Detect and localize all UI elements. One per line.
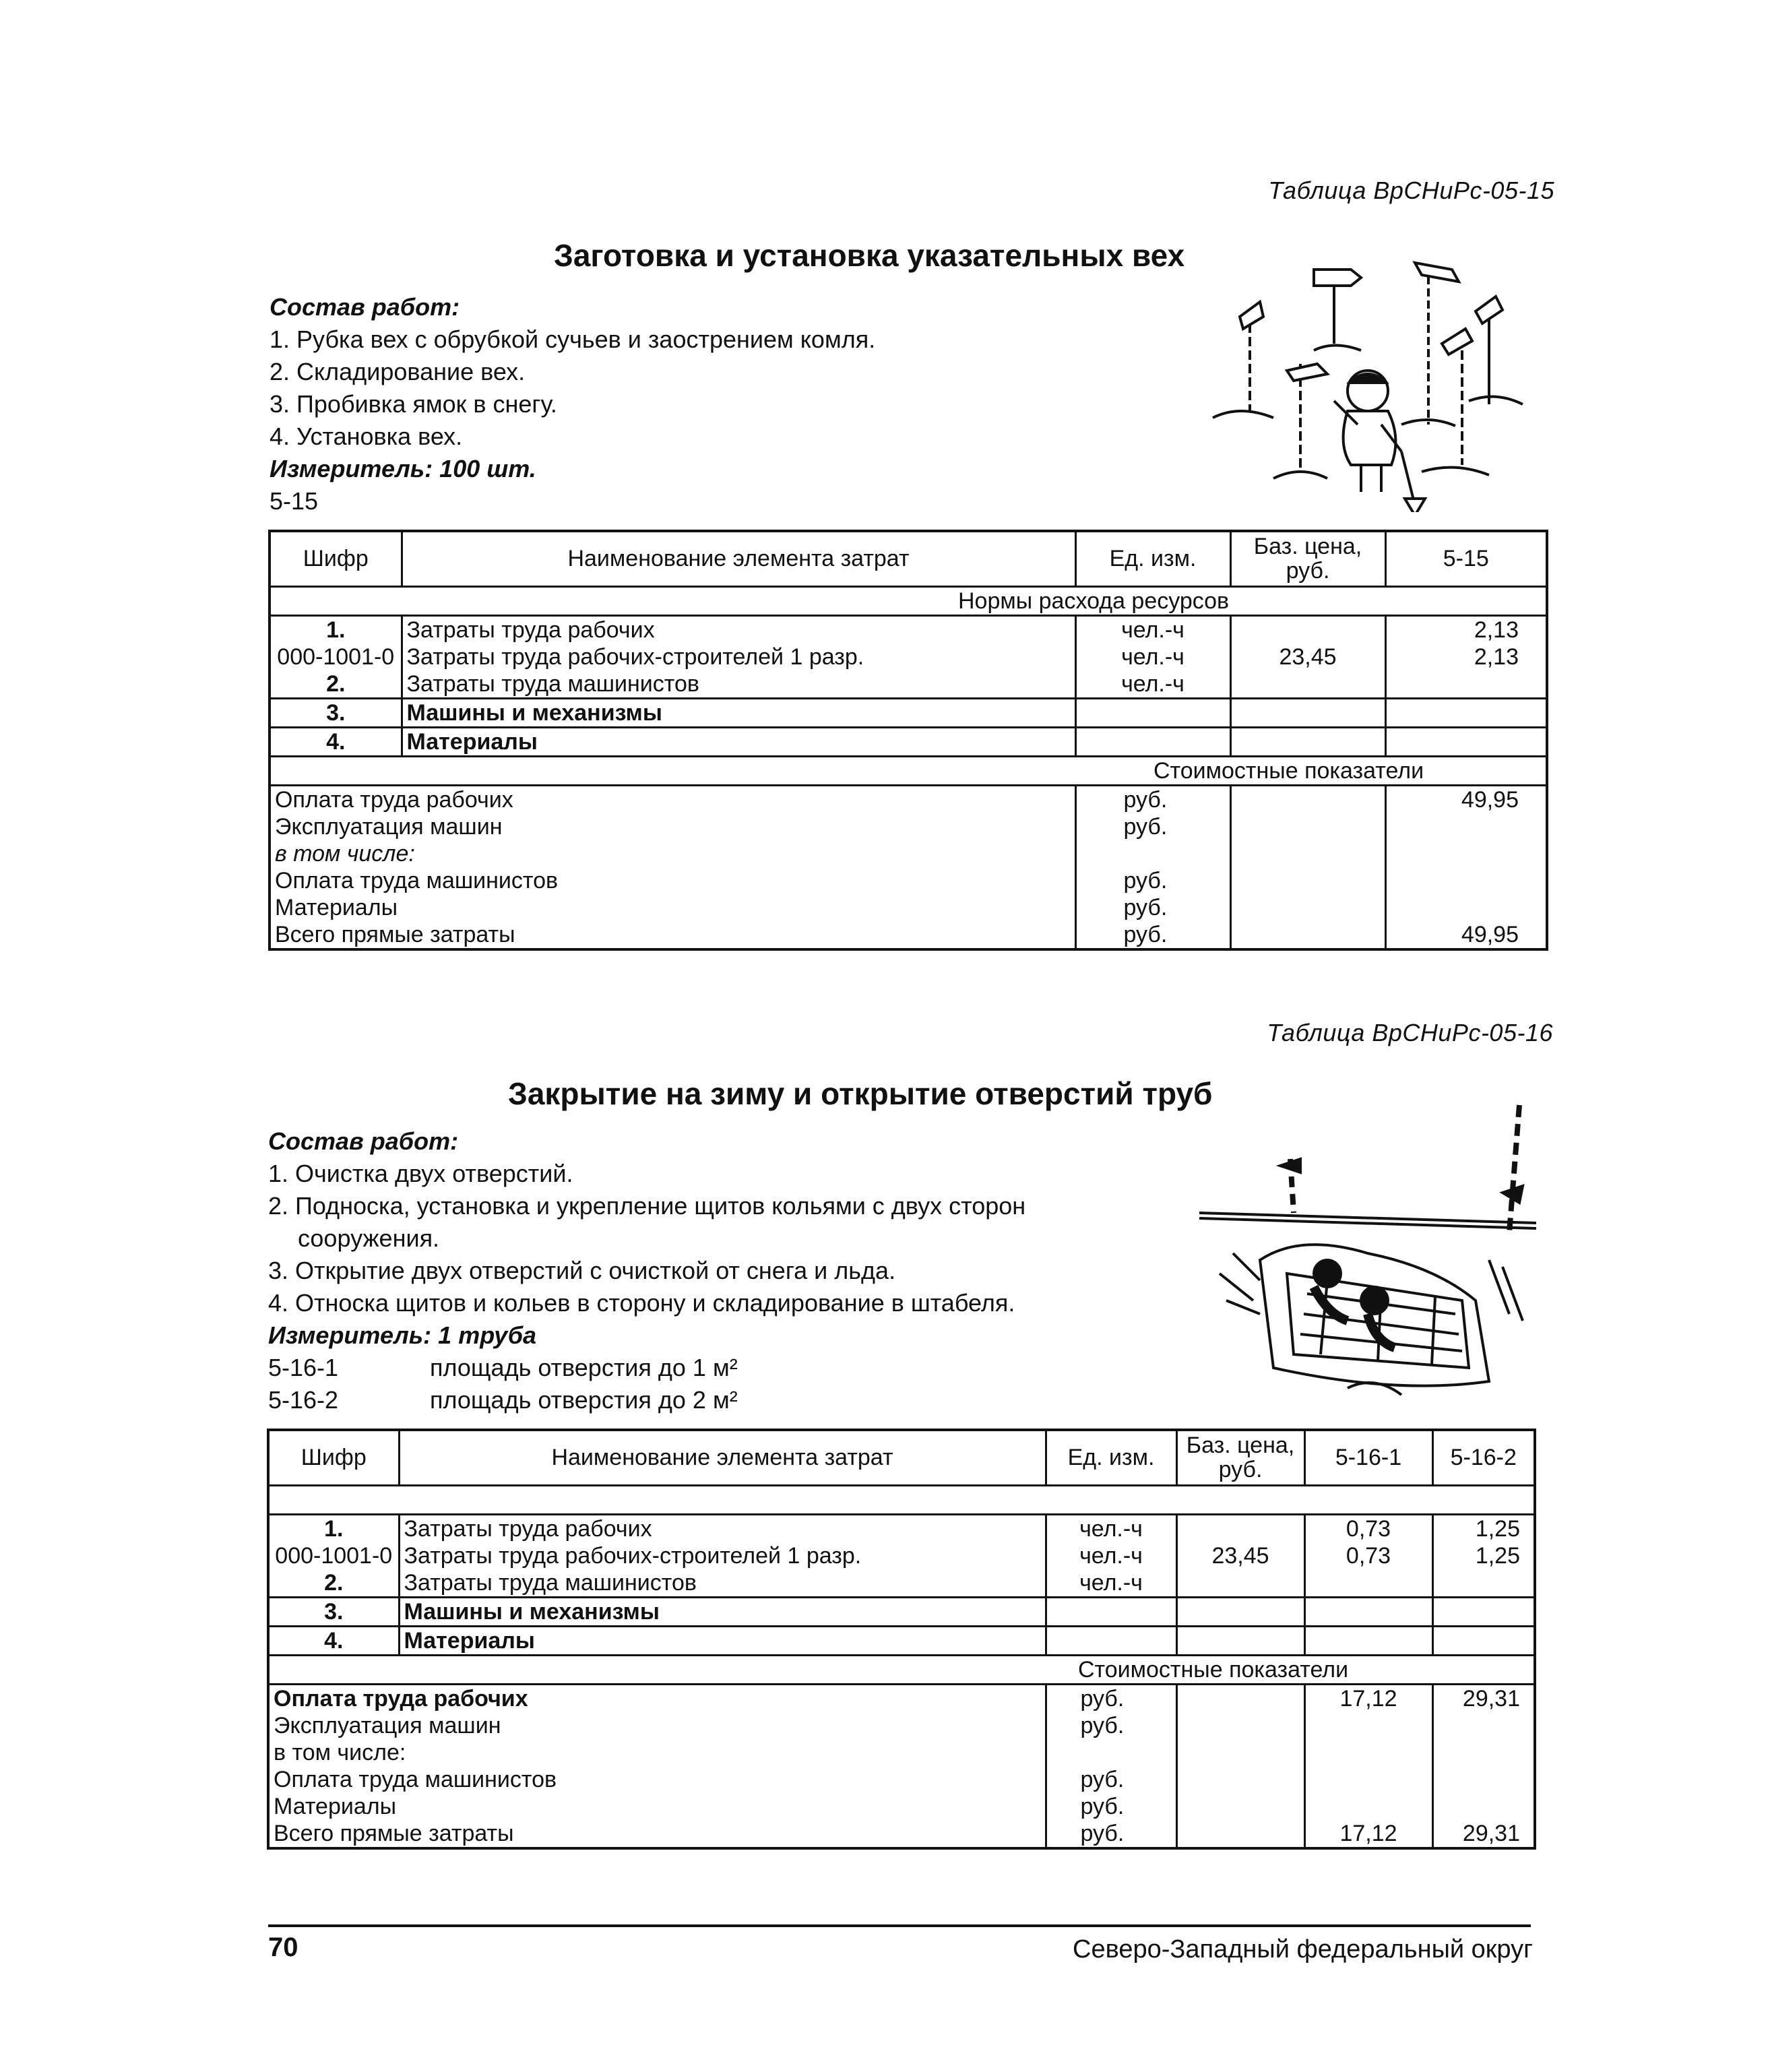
- row-value-1: 0,73: [1304, 1542, 1432, 1569]
- cost-price: [1176, 1766, 1304, 1793]
- header-col-5-16-1: 5-16-1: [1304, 1430, 1432, 1485]
- row-price: [1230, 698, 1385, 727]
- table-caption-05-15: Таблица ВрСНиРс-05-15: [1268, 177, 1554, 204]
- header-base-price: Баз. цена, руб.: [1176, 1430, 1304, 1485]
- cost-price: [1230, 813, 1385, 840]
- cost-section-label: Стоимостные показатели: [268, 1655, 1535, 1684]
- header-base-price: Баз. цена, руб.: [1230, 531, 1385, 586]
- row-value-2: 1,25: [1475, 1542, 1520, 1569]
- row-code: 3.: [268, 1597, 399, 1626]
- cost-name: Эксплуатация машин: [268, 1712, 1046, 1739]
- marker-poles-illustration: [1199, 249, 1550, 512]
- cost-unit: руб.: [1046, 1684, 1176, 1712]
- page-number: 70: [268, 1933, 298, 1962]
- cost-row: [270, 894, 1547, 921]
- cost-price: [1230, 785, 1385, 813]
- cost-section-row: [268, 1655, 1535, 1684]
- measure-line: [268, 1384, 1025, 1416]
- table-row: [268, 1569, 1535, 1598]
- cost-unit: руб.: [1075, 894, 1230, 921]
- norms-section-label: Нормы расхода ресурсов: [270, 586, 1547, 615]
- cost-section-row: [270, 756, 1547, 785]
- spacer-row: [268, 1485, 1535, 1514]
- work-item: 4. Относка щитов и кольев в сторону и складирование в штабеля.: [268, 1289, 1015, 1317]
- row-price: [1176, 1514, 1304, 1542]
- row-code: 2.: [268, 1569, 399, 1598]
- work-composition-heading: Состав работ:: [268, 1127, 459, 1155]
- cost-value-2: 29,31: [1462, 1685, 1520, 1712]
- cost-row: [268, 1820, 1535, 1848]
- cost-name: Материалы: [270, 894, 1075, 921]
- cost-section-label: Стоимостные показатели: [270, 756, 1547, 785]
- cost-price: [1176, 1793, 1304, 1820]
- cost-name: Оплата труда машинистов: [268, 1766, 1046, 1793]
- row-code: 000-1001-0: [268, 1542, 399, 1569]
- cost-unit: руб.: [1046, 1766, 1176, 1793]
- code-line: 5-15: [270, 487, 319, 515]
- cost-price: [1176, 1684, 1304, 1712]
- cost-name: Эксплуатация машин: [270, 813, 1075, 840]
- pipe-opening-illustration: [1193, 1098, 1543, 1415]
- cost-price: [1176, 1739, 1304, 1766]
- cost-price: [1230, 921, 1385, 949]
- row-price: [1176, 1597, 1304, 1626]
- row-unit: [1046, 1626, 1176, 1655]
- row-code: 3.: [270, 698, 402, 727]
- cost-value-1: [1304, 1712, 1432, 1739]
- cost-value: 49,95: [1461, 786, 1519, 813]
- row-name: Машины и механизмы: [399, 1597, 1046, 1626]
- header-code: Шифр: [268, 1430, 399, 1485]
- spacer-cell: [268, 1485, 1535, 1514]
- cost-price: [1176, 1820, 1304, 1848]
- header-code: Шифр: [270, 531, 402, 586]
- row-unit: чел.-ч: [1075, 670, 1230, 699]
- row-unit: [1046, 1597, 1176, 1626]
- row-name: Затраты труда рабочих: [402, 615, 1075, 643]
- row-value-2: [1432, 1569, 1535, 1598]
- cost-value-2: [1432, 1739, 1535, 1766]
- footer-region: Северо-Западный федеральный округ: [1073, 1935, 1533, 1964]
- measure-code: 5-16-2: [268, 1386, 339, 1414]
- row-unit: чел.-ч: [1075, 643, 1230, 670]
- cost-name: Оплата труда машинистов: [270, 867, 1075, 894]
- table-row: [268, 1542, 1535, 1569]
- cost-price: [1230, 867, 1385, 894]
- norms-section-row: [270, 586, 1547, 615]
- cost-unit: руб.: [1075, 813, 1230, 840]
- row-value: 2,13: [1474, 643, 1519, 670]
- row-code: 2.: [270, 670, 402, 699]
- row-unit: [1075, 727, 1230, 756]
- row-unit: чел.-ч: [1046, 1514, 1176, 1542]
- cost-value: 49,95: [1461, 921, 1519, 947]
- header-col-5-15: 5-15: [1385, 531, 1547, 586]
- table-row: [268, 1626, 1535, 1655]
- row-value: 2,13: [1474, 617, 1519, 643]
- row-value: [1385, 670, 1547, 699]
- row-code: 000-1001-0: [270, 643, 402, 670]
- section-title-05-15: Заготовка и установка указательных вех: [554, 238, 1185, 273]
- row-value-2: [1432, 1597, 1535, 1626]
- cost-value-2: [1432, 1793, 1535, 1820]
- cost-unit: [1075, 840, 1230, 867]
- norms-table-05-15: [268, 530, 1548, 951]
- cost-price: [1230, 840, 1385, 867]
- row-value-1: [1304, 1569, 1432, 1598]
- row-value: [1385, 698, 1547, 727]
- row-price: [1176, 1626, 1304, 1655]
- row-name: Машины и механизмы: [402, 698, 1075, 727]
- work-item: 2. Складирование вех.: [270, 358, 526, 385]
- row-price: [1230, 615, 1385, 643]
- row-price: [1230, 727, 1385, 756]
- cost-row: [270, 785, 1547, 813]
- header-name: Наименование элемента затрат: [399, 1430, 1046, 1485]
- row-code: 4.: [268, 1626, 399, 1655]
- measure-line: [268, 1352, 1025, 1384]
- row-name: Затраты труда машинистов: [399, 1569, 1046, 1598]
- cost-unit: [1046, 1739, 1176, 1766]
- row-name: Затраты труда рабочих-строителей 1 разр.: [402, 643, 1075, 670]
- cost-row: [270, 840, 1547, 867]
- work-composition-05-15: [270, 291, 875, 517]
- cost-value: [1385, 840, 1547, 867]
- row-name: Затраты труда рабочих-строителей 1 разр.: [399, 1542, 1046, 1569]
- section-title-05-16: Закрытие на зиму и открытие отверстий труб: [508, 1076, 1213, 1111]
- table-row: [270, 615, 1547, 643]
- work-item: сооружения.: [298, 1224, 440, 1252]
- row-name: Материалы: [402, 727, 1075, 756]
- cost-row: [270, 867, 1547, 894]
- cost-value: [1385, 894, 1547, 921]
- cost-unit: руб.: [1046, 1712, 1176, 1739]
- row-value-1: [1304, 1597, 1432, 1626]
- table-row: [270, 727, 1547, 756]
- header-unit: Ед. изм.: [1046, 1430, 1176, 1485]
- cost-price: [1176, 1712, 1304, 1739]
- measure-text: площадь отверстия до 1 м²: [430, 1354, 738, 1381]
- row-value-1: [1304, 1626, 1432, 1655]
- work-item: 3. Пробивка ямок в снегу.: [270, 390, 557, 418]
- table-row: [268, 1514, 1535, 1542]
- cost-value-1: [1304, 1739, 1432, 1766]
- row-price: 23,45: [1230, 643, 1385, 670]
- cost-value-1: 17,12: [1304, 1820, 1432, 1848]
- work-item: 2. Подноска, установка и укрепление щитов кольями с двух сторон: [268, 1192, 1026, 1220]
- table-row: [270, 698, 1547, 727]
- cost-row: [270, 921, 1547, 949]
- table-row: [268, 1597, 1535, 1626]
- measure-heading: Измеритель: 100 шт.: [270, 455, 536, 482]
- row-code: 4.: [270, 727, 402, 756]
- row-unit: чел.-ч: [1046, 1569, 1176, 1598]
- row-name: Затраты труда машинистов: [402, 670, 1075, 699]
- work-item: 1. Рубка вех с обрубкой сучьев и заострением комля.: [270, 325, 876, 353]
- cost-row: [268, 1793, 1535, 1820]
- row-price: [1176, 1569, 1304, 1598]
- footer-rule: [268, 1924, 1531, 1927]
- cost-unit: руб.: [1075, 921, 1230, 949]
- cost-row: [268, 1739, 1535, 1766]
- cost-value-1: [1304, 1766, 1432, 1793]
- table-row: [270, 670, 1547, 699]
- cost-unit: руб.: [1046, 1820, 1176, 1848]
- cost-row: [270, 813, 1547, 840]
- cost-value-1: 17,12: [1304, 1684, 1432, 1712]
- cost-value: [1385, 867, 1547, 894]
- cost-row: [268, 1766, 1535, 1793]
- norms-table-05-16: [267, 1429, 1536, 1850]
- row-unit: чел.-ч: [1075, 615, 1230, 643]
- row-price: 23,45: [1176, 1542, 1304, 1569]
- work-composition-05-16: [268, 1125, 1025, 1416]
- cost-value-2: [1432, 1712, 1535, 1739]
- cost-value-2: 29,31: [1462, 1820, 1520, 1846]
- cost-value-1: [1304, 1793, 1432, 1820]
- cost-value: [1385, 813, 1547, 840]
- cost-price: [1230, 894, 1385, 921]
- cost-unit: руб.: [1075, 785, 1230, 813]
- row-name: Материалы: [399, 1626, 1046, 1655]
- work-composition-heading: Состав работ:: [270, 293, 460, 321]
- cost-name: Оплата труда рабочих: [270, 785, 1075, 813]
- cost-name: Оплата труда рабочих: [268, 1684, 1046, 1712]
- table-caption-05-16: Таблица ВрСНиРс-05-16: [1267, 1019, 1553, 1046]
- header-unit: Ед. изм.: [1075, 531, 1230, 586]
- row-value-2: [1432, 1626, 1535, 1655]
- cost-unit: руб.: [1075, 867, 1230, 894]
- row-value: [1385, 727, 1547, 756]
- work-item: 4. Установка вех.: [270, 422, 463, 450]
- table-row: [270, 643, 1547, 670]
- row-value-2: 1,25: [1475, 1515, 1520, 1542]
- cost-name: Материалы: [268, 1793, 1046, 1820]
- row-value-1: 0,73: [1304, 1514, 1432, 1542]
- header-col-5-16-2: 5-16-2: [1432, 1430, 1535, 1485]
- cost-value-2: [1432, 1766, 1535, 1793]
- cost-name: Всего прямые затраты: [270, 921, 1075, 949]
- row-code: 1.: [268, 1514, 399, 1542]
- measure-text: площадь отверстия до 2 м²: [430, 1386, 738, 1414]
- row-price: [1230, 670, 1385, 699]
- measure-code: 5-16-1: [268, 1354, 339, 1381]
- row-unit: чел.-ч: [1046, 1542, 1176, 1569]
- work-item: 1. Очистка двух отверстий.: [268, 1160, 573, 1187]
- header-name: Наименование элемента затрат: [402, 531, 1075, 586]
- row-code: 1.: [270, 615, 402, 643]
- row-name: Затраты труда рабочих: [399, 1514, 1046, 1542]
- cost-row: [268, 1684, 1535, 1712]
- work-item: 3. Открытие двух отверстий с очисткой от снега и льда.: [268, 1257, 896, 1284]
- cost-name: в том числе:: [268, 1739, 1046, 1766]
- cost-unit: руб.: [1046, 1793, 1176, 1820]
- cost-name: Всего прямые затраты: [268, 1820, 1046, 1848]
- cost-name: в том числе:: [270, 840, 1075, 867]
- row-unit: [1075, 698, 1230, 727]
- measure-heading: Измеритель: 1 труба: [268, 1321, 537, 1349]
- cost-row: [268, 1712, 1535, 1739]
